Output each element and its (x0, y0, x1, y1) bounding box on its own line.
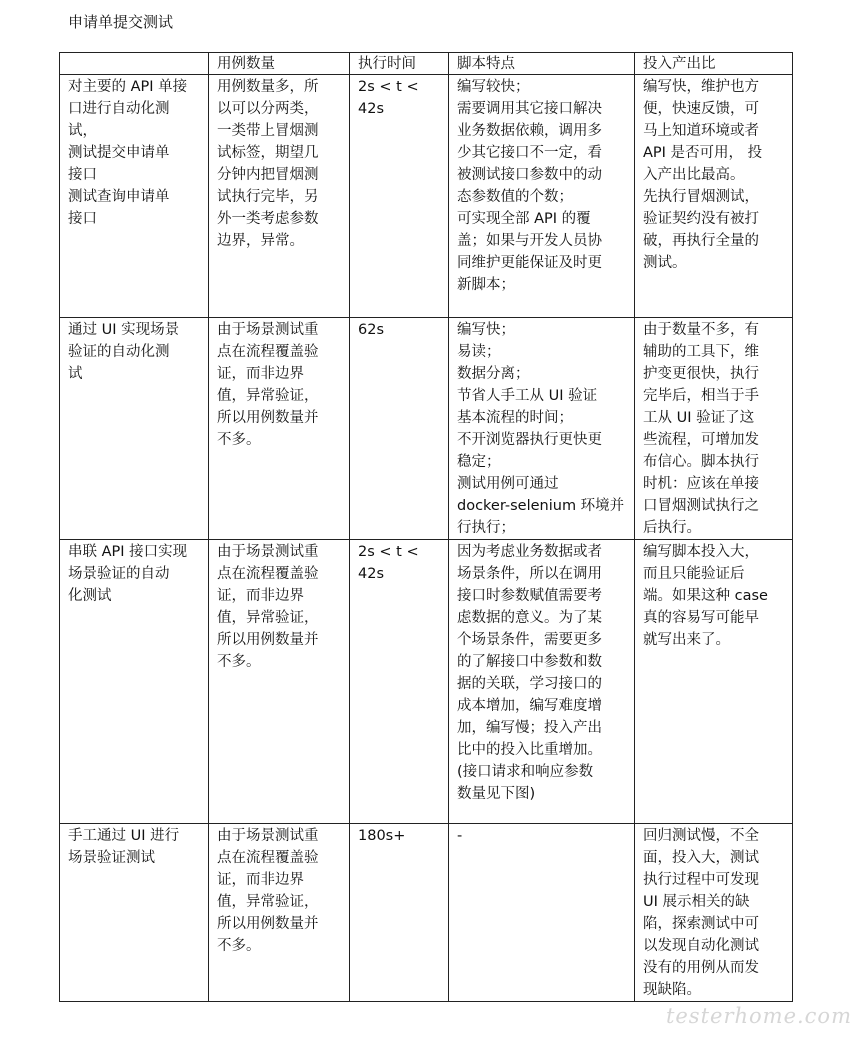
cell-line: 接口 (68, 167, 97, 183)
cell-line: 虑数据的意义。为了某 (457, 610, 602, 626)
cell-line: 护变更很快，执行 (643, 366, 759, 382)
cell-line: 场景条件，所以在调用 (457, 566, 602, 582)
cell-line: 2s < t < 42s (358, 544, 419, 582)
cell-line: 成本增加，编写难度增 (457, 698, 602, 714)
cell-line: UI 展示相关的缺 (643, 894, 750, 910)
cell-line: 数量见下图) (457, 786, 536, 802)
cell-line: 试 (68, 366, 83, 382)
cell-line: (接口请求和响应参数 (457, 764, 594, 780)
cell-line: 验证契约没有被打 (643, 211, 759, 227)
cell-line: 可实现全部 API 的覆 (457, 211, 591, 227)
cell-line: 点在流程覆盖验 (217, 344, 319, 360)
row-name-cell (60, 824, 209, 1002)
script-features-cell (449, 318, 635, 540)
cell-line: 态参数值的个数； (457, 189, 573, 205)
cell-line: 便，快速反馈，可 (643, 101, 759, 117)
cell-line: 不多。 (217, 432, 261, 448)
cell-line: 值，异常验证， (217, 894, 319, 910)
cell-line: 手工通过 UI 进行 (68, 828, 180, 844)
cell-line: 测试用例可通过 (457, 476, 559, 492)
cell-line: 编写较快； (457, 79, 530, 95)
cell-line: 工从 UI 验证了这 (643, 410, 755, 426)
cell-line: 用例数量多，所 (217, 79, 319, 95)
cell-line: 编写快； (457, 322, 515, 338)
cell-line: 易读； (457, 344, 501, 360)
cell-line: docker-selenium 环境并 (457, 498, 625, 514)
cell-line: 真的容易写可能早 (643, 610, 759, 626)
cell-line: 节省人手工从 UI 验证 (457, 388, 598, 404)
cell-line: 值，异常验证， (217, 388, 319, 404)
cell-line: 布信心。脚本执行 (643, 454, 759, 470)
cell-line: 个场景条件，需要更多 (457, 632, 602, 648)
table-header-row (60, 53, 793, 75)
exec-time-cell (350, 318, 449, 540)
cell-line: 的了解接口中参数和数 (457, 654, 602, 670)
script-features-cell (449, 824, 635, 1002)
cell-line: 因为考虑业务数据或者 (457, 544, 602, 560)
cell-line: 不多。 (217, 654, 261, 670)
cell-line: 现缺陷。 (643, 982, 701, 998)
script-features-cell (449, 75, 635, 318)
cell-line: 业务数据依赖，调用多 (457, 123, 602, 139)
cell-line: 以可以分两类， (217, 101, 319, 117)
roi-cell (635, 824, 793, 1002)
header-case-count: 用例数量 (209, 53, 350, 75)
cell-line: 马上知道环境或者 (643, 123, 759, 139)
table-row (60, 318, 793, 540)
cell-line: 通过 UI 实现场景 (68, 322, 180, 338)
case-count-cell (209, 75, 350, 318)
case-count-cell (209, 318, 350, 540)
header-empty (60, 53, 209, 75)
cell-line: 入产出比最高。 (643, 167, 745, 183)
cell-line: 破，再执行全量的 (643, 233, 759, 249)
cell-line: 端。如果这种 case (643, 588, 768, 604)
cell-line: 口进行自动化测 (68, 101, 170, 117)
header-roi: 投入产出比 (635, 53, 793, 75)
cell-line: 加，编写慢；投入产出 (457, 720, 602, 736)
exec-time-cell (350, 824, 449, 1002)
cell-line: 试执行完毕，另 (217, 189, 319, 205)
cell-line: 证，而非边界 (217, 366, 304, 382)
cell-line: 编写快，维护也方 (643, 79, 759, 95)
cell-line: 盖；如果与开发人员协 (457, 233, 602, 249)
roi-cell (635, 75, 793, 318)
cell-line: 测试。 (643, 255, 687, 271)
cell-line: 所以用例数量并 (217, 632, 319, 648)
cell-line: 点在流程覆盖验 (217, 850, 319, 866)
cell-line: 没有的用例从而发 (643, 960, 759, 976)
cell-line: 数据分离； (457, 366, 530, 382)
cell-line: 时机：应该在单接 (643, 476, 759, 492)
cell-line: 比中的投入比重增加。 (457, 742, 602, 758)
table-row (60, 824, 793, 1002)
header-script-features: 脚本特点 (449, 53, 635, 75)
cell-line: 同维护更能保证及时更 (457, 255, 602, 271)
exec-time-cell (350, 75, 449, 318)
cell-line: 所以用例数量并 (217, 410, 319, 426)
cell-line: 需要调用其它接口解决 (457, 101, 602, 117)
cell-line: 验证的自动化测 (68, 344, 170, 360)
case-count-cell (209, 824, 350, 1002)
cell-line: - (457, 828, 463, 844)
row-name-cell (60, 75, 209, 318)
table-row (60, 540, 793, 824)
cell-line: 化测试 (68, 588, 112, 604)
cell-line: 被测试接口参数中的动 (457, 167, 602, 183)
cell-line: 基本流程的时间； (457, 410, 573, 426)
cell-line: 陷，探索测试中可 (643, 916, 759, 932)
cell-line: 就写出来了。 (643, 632, 730, 648)
cell-line: 少其它接口不一定，看 (457, 145, 602, 161)
cell-line: 编写脚本投入大， (643, 544, 759, 560)
cell-line: 所以用例数量并 (217, 916, 319, 932)
cell-line: 测试查询申请单 (68, 189, 170, 205)
cell-line: API 是否可用， 投 (643, 145, 763, 161)
cell-line: 由于场景测试重 (217, 322, 319, 338)
cell-line: 回归测试慢，不全 (643, 828, 759, 844)
cell-line: 些流程，可增加发 (643, 432, 759, 448)
cell-line: 辅助的工具下，维 (643, 344, 759, 360)
cell-line: 新脚本； (457, 277, 515, 293)
cell-line: 180s+ (358, 828, 406, 844)
cell-line: 先执行冒烟测试， (643, 189, 759, 205)
cell-line: 测试提交申请单 (68, 145, 170, 161)
cell-line: 接口 (68, 211, 97, 227)
row-name-cell (60, 540, 209, 824)
cell-line: 边界，异常。 (217, 233, 304, 249)
cell-line: 行执行； (457, 520, 515, 536)
cell-line: 值，异常验证， (217, 610, 319, 626)
cell-line: 62s (358, 322, 385, 338)
cell-line: 口冒烟测试执行之 (643, 498, 759, 514)
cell-line: 以发现自动化测试 (643, 938, 759, 954)
cell-line: 后执行。 (643, 520, 701, 536)
cell-line: 证，而非边界 (217, 588, 304, 604)
cell-line: 不开浏览器执行更快更 (457, 432, 602, 448)
cell-line: 试， (68, 123, 97, 139)
case-count-cell (209, 540, 350, 824)
cell-line: 2s < t < 42s (358, 79, 419, 117)
watermark: testerhome.com (665, 1004, 852, 1028)
table-row (60, 75, 793, 318)
cell-line: 稳定； (457, 454, 501, 470)
exec-time-cell (350, 540, 449, 824)
row-name-cell (60, 318, 209, 540)
cell-line: 外一类考虑参数 (217, 211, 319, 227)
roi-cell (635, 540, 793, 824)
script-features-cell (449, 540, 635, 824)
page-title: 申请单提交测试 (68, 13, 174, 31)
header-exec-time: 执行时间 (350, 53, 449, 75)
cell-line: 面，投入大，测试 (643, 850, 759, 866)
roi-cell (635, 318, 793, 540)
cell-line: 场景验证的自动 (68, 566, 170, 582)
cell-line: 一类带上冒烟测 (217, 123, 319, 139)
cell-line: 执行过程中可发现 (643, 872, 759, 888)
cell-line: 而且只能验证后 (643, 566, 745, 582)
cell-line: 由于场景测试重 (217, 544, 319, 560)
cell-line: 据的关联，学习接口的 (457, 676, 602, 692)
cell-line: 对主要的 API 单接 (68, 79, 188, 95)
comparison-table (59, 52, 793, 1002)
cell-line: 不多。 (217, 938, 261, 954)
cell-line: 证，而非边界 (217, 872, 304, 888)
cell-line: 场景验证测试 (68, 850, 155, 866)
cell-line: 由于数量不多，有 (643, 322, 759, 338)
cell-line: 试标签，期望几 (217, 145, 319, 161)
cell-line: 由于场景测试重 (217, 828, 319, 844)
cell-line: 分钟内把冒烟测 (217, 167, 319, 183)
cell-line: 完毕后，相当于手 (643, 388, 759, 404)
cell-line: 点在流程覆盖验 (217, 566, 319, 582)
cell-line: 接口时参数赋值需要考 (457, 588, 602, 604)
cell-line: 串联 API 接口实现 (68, 544, 188, 560)
